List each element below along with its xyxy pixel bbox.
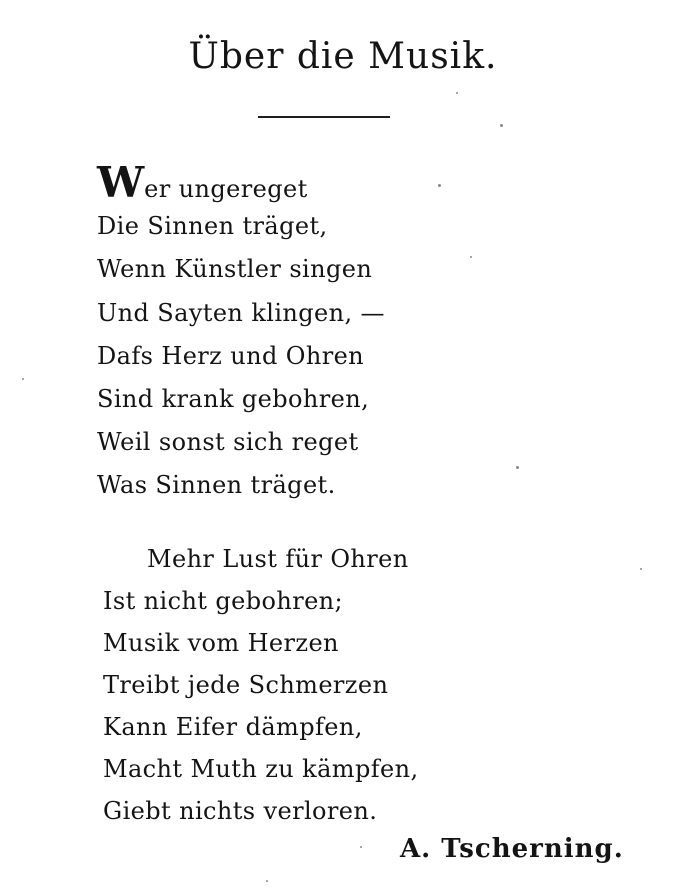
poem-line-text: er ungereget [144, 175, 308, 203]
poem-line: Treibt jede Schmerzen [103, 671, 389, 699]
poem-line: Macht Muth zu kämpfen, [103, 755, 419, 783]
speck [456, 92, 458, 94]
poem-line: Weil sonst sich reget [97, 428, 359, 457]
speck [360, 846, 362, 848]
poem-title: Über die Musik. [188, 36, 498, 77]
poem-line: Die Sinnen träget, [97, 212, 328, 241]
speck [438, 184, 441, 187]
speck [22, 378, 24, 380]
poem-line: Ist nicht gebohren; [103, 587, 344, 615]
poem-line: Kann Eifer dämpfen, [103, 713, 363, 741]
drop-cap-initial: W [97, 158, 143, 207]
poem-line: Dafs Herz und Ohren [97, 341, 365, 370]
speck [516, 466, 519, 469]
stanza-1 [97, 158, 385, 508]
poem-line [97, 158, 385, 207]
poem-line: Giebt nichts verloren. [103, 797, 378, 825]
author-signature: A. Tscherning. [400, 834, 624, 864]
title-divider [258, 116, 390, 118]
poem-line: Was Sinnen träget. [97, 471, 336, 500]
speck [266, 880, 268, 882]
stanza-2 [103, 538, 419, 832]
poem-line: Musik vom Herzen [103, 629, 339, 657]
poem-line: Und Sayten klingen, — [97, 298, 385, 327]
speck [470, 256, 472, 258]
poem-line: Sind krank gebohren, [97, 384, 370, 413]
poem-line: Wenn Künstler singen [97, 255, 373, 284]
poem-line: Mehr Lust für Ohren [147, 545, 409, 573]
speck [500, 124, 503, 127]
speck [640, 568, 642, 570]
